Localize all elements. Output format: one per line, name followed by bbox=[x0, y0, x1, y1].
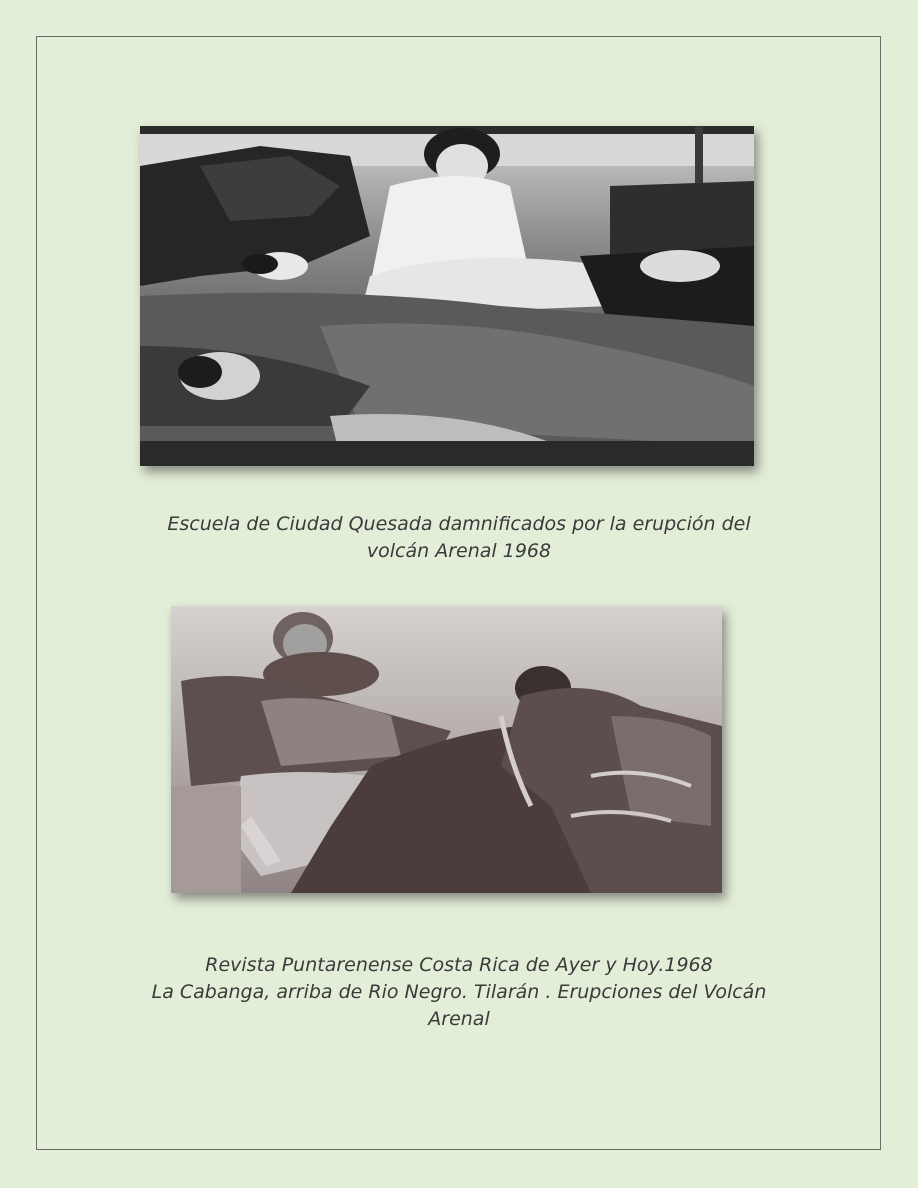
caption-line: Escuela de Ciudad Quesada damnificados por la erupción del bbox=[167, 513, 751, 535]
photo-woman-on-horse bbox=[171, 606, 722, 893]
caption-line: Revista Puntarenense Costa Rica de Ayer y Hoy.1968 bbox=[205, 954, 713, 976]
photo-shelter-school bbox=[140, 126, 754, 466]
photo-caption bbox=[110, 952, 808, 1033]
photo-caption bbox=[120, 511, 798, 565]
caption-line: Arenal bbox=[428, 1008, 490, 1030]
caption-line: volcán Arenal 1968 bbox=[366, 540, 552, 562]
caption-line: La Cabanga, arriba de Rio Negro. Tilarán . Erupciones del Volcán bbox=[151, 981, 767, 1003]
